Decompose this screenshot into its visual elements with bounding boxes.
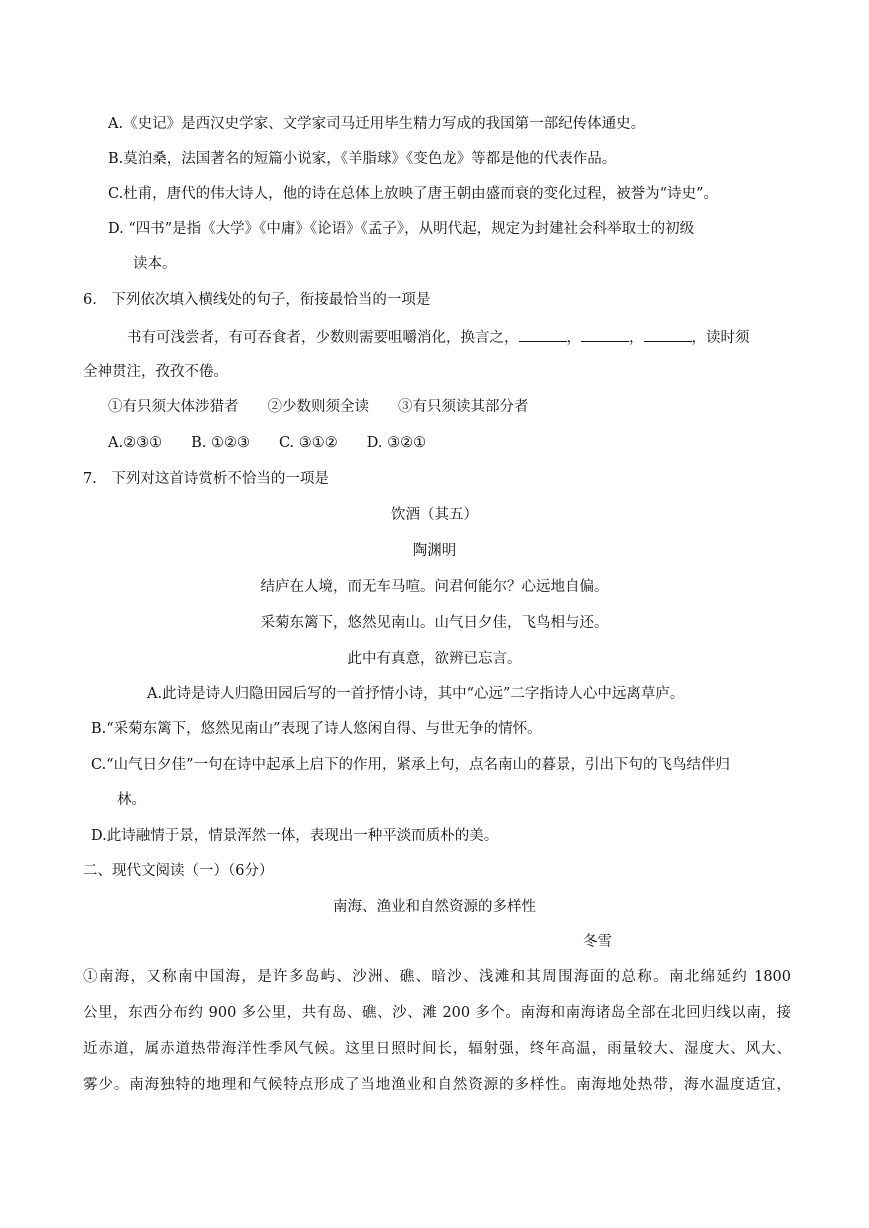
- q6-passage-line1: [127, 327, 750, 348]
- q6-items: ①有只须大体涉猎者 ②少数则须全读 ③有只须读其部分者: [108, 399, 529, 415]
- q6-passage-end: ，读时须: [691, 330, 750, 346]
- q7-option-b: B.“采菊东篱下，悠然见南山”表现了诗人悠闲自得、与世无争的情怀。: [91, 721, 542, 737]
- q7-option-d: D.此诗融情于景，情景浑然一体，表现出一种平淡而质朴的美。: [91, 828, 499, 844]
- article-author: 冬雪: [583, 934, 612, 950]
- paragraph-line-1: ①南海，又称南中国海，是许多岛屿、沙洲、礁、暗沙、浅滩和其周围海面的总称。南北绵延约 1800: [83, 969, 791, 985]
- paragraph-line-4: 雾少。南海独特的地理和气候特点形成了当地渔业和自然资源的多样性。南海地处热带，海水温度适宜，: [83, 1077, 791, 1093]
- paragraph-line-2: 公里，东西分布约 900 多公里，共有岛、礁、沙、滩 200 多个。南海和南海诸岛全部在北回归线以南，接: [83, 1005, 791, 1021]
- poem-author: 陶渊明: [412, 543, 457, 559]
- fill-blank-1: [519, 327, 567, 342]
- q6-options: A.②③① B. ①②③ C. ③①② D. ③②①: [108, 435, 427, 451]
- poem-title: 饮酒（其五）: [391, 507, 478, 523]
- q5-option-c: C.杜甫，唐代的伟大诗人，他的诗在总体上放映了唐王朝由盛而衰的变化过程，被誉为“诗史”。: [108, 186, 719, 202]
- q5-option-d-line2: 读本。: [133, 256, 177, 272]
- q5-option-a: A.《史记》是西汉史学家、文学家司马迁用毕生精力写成的我国第一部纪传体通史。: [108, 116, 646, 132]
- article-title: 南海、渔业和自然资源的多样性: [333, 899, 536, 915]
- poem-line-3: 此中有真意，欲辨已忘言。: [347, 651, 522, 667]
- q5-option-b: B.莫泊桑，法国著名的短篇小说家，《羊脂球》《变色龙》等都是他的代表作品。: [108, 151, 617, 167]
- paragraph-line-3: 近赤道，属赤道热带海洋性季风气候。这里日照时间长，辐射强，终年高温，雨量较大、湿度大、风大、: [83, 1041, 791, 1057]
- fill-blank-2: [581, 327, 629, 342]
- q6-stem: 6. 下列依次填入横线处的句子，衔接最恰当的一项是: [83, 292, 431, 308]
- poem-line-1: 结庐在人境，而无车马喧。问君何能尔？心远地自偏。: [260, 579, 609, 595]
- q7-option-c-line1: C.“山气日夕佳”一句在诗中起承上启下的作用，紧承上句，点名南山的暮景，引出下句的飞鸟结伴归: [91, 757, 731, 773]
- q6-passage-start: 书有可浅尝者，有可吞食者，少数则需要咀嚼消化，换言之，: [127, 330, 519, 346]
- q6-passage-line2: 全神贯注，孜孜不倦。: [83, 364, 228, 380]
- q7-option-c-line2: 林。: [117, 792, 146, 808]
- poem-line-2: 采菊东篱下，悠然见南山。山气日夕佳，飞鸟相与还。: [260, 615, 609, 631]
- q5-option-d-line1: D. “四书”是指《大学》《中庸》《论语》《孟子》，从明代起，规定为封建社会科举取士的初级: [108, 221, 695, 237]
- q7-stem: 7. 下列对这首诗赏析不恰当的一项是: [83, 471, 329, 487]
- q6-separator-1: ，: [566, 330, 581, 346]
- q7-option-a: A.此诗是诗人归隐田园后写的一首抒情小诗，其中“心远”二字指诗人心中远离草庐。: [147, 686, 685, 702]
- q6-separator-2: ，: [629, 330, 644, 346]
- section-heading: 二、现代文阅读（一）（6分）: [83, 863, 274, 879]
- fill-blank-3: [644, 327, 692, 342]
